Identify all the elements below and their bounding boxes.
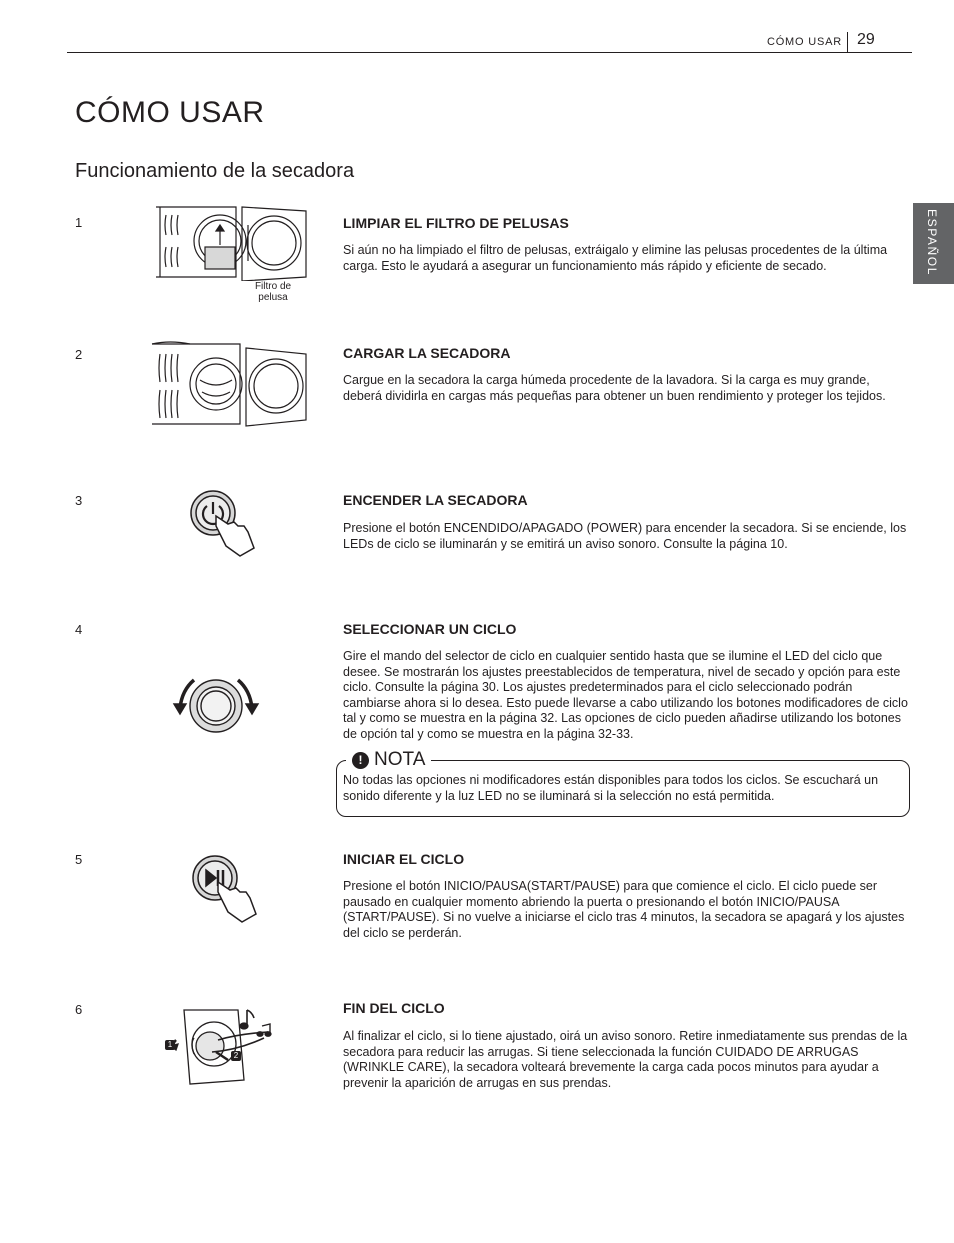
step-number: 1 xyxy=(75,215,83,230)
note-label xyxy=(346,749,431,771)
power-button-press-icon xyxy=(186,486,258,560)
header-separator xyxy=(847,32,848,52)
page-title: CÓMO USAR xyxy=(75,96,265,129)
page-number: 29 xyxy=(857,31,875,48)
dryer-lint-filter-icon xyxy=(150,205,310,281)
language-tab-label: ESPAÑOL xyxy=(925,209,939,276)
step-number: 5 xyxy=(75,852,83,867)
step-title: ENCENDER LA SECADORA xyxy=(343,492,528,508)
running-header-section: CÓMO USAR xyxy=(766,36,842,48)
cycle-selector-knob-icon xyxy=(172,668,264,742)
step-title: SELECCIONAR UN CICLO xyxy=(343,621,517,637)
note-label-text: NOTA xyxy=(374,749,426,770)
step-title: LIMPIAR EL FILTRO DE PELUSAS xyxy=(343,215,569,231)
header-rule xyxy=(67,52,912,53)
step-body: Gire el mando del selector de ciclo en cualquier sentido hasta que se ilumine el LED del ciclo que desee. Se mostrarán los ajustes preestablecidos de temperatura, nivel de secado y opción para este ciclo. Consulte la página 30. Los ajustes predeterminados para el ciclo seleccionado podrán cambiarse ahora si lo desea. Esto puede llevarse a cabo utilizando los botones modificadores de ciclo tal y como se muestra en la página 32. Las opciones de ciclo pueden añadirse utilizando los botones de opción tal y como se muestra en la página 32-33. xyxy=(343,649,908,741)
step-number: 3 xyxy=(75,493,83,508)
step-title: CARGAR LA SECADORA xyxy=(343,345,511,361)
step-body: Presione el botón ENCENDIDO/APAGADO (POWER) para encender la secadora. Si se enciende, los LEDs de ciclo se iluminarán y se emitirá un aviso sonoro. Consulte la página 10. xyxy=(343,521,907,551)
step-body: Si aún no ha limpiado el filtro de pelusas, extráigalo y elimine las pelusas procedentes de la última carga. Esto le ayudará a asegurar un funcionamiento más rápido y eficiente de secado. xyxy=(343,243,888,273)
step-number: 6 xyxy=(75,1002,83,1017)
step-number: 4 xyxy=(75,622,83,637)
step-body: Cargue en la secadora la carga húmeda procedente de la lavadora. Si la carga es muy grande, deberá dividirla en cargas más pequeñas para obtener un buen rendimiento y proteger los tejidos. xyxy=(343,373,886,403)
step-badge: 2 xyxy=(231,1051,241,1061)
step-body: Presione el botón INICIO/PAUSA(START/PAUSE) para que comience el ciclo. El ciclo puede ser pausado en cualquier momento abriendo la puerta o presionando el botón INICIO/PAUSA (START/PAUSE). Si no vuelve a iniciarse el ciclo tras 4 minutos, la secadora se apagará y los ajustes del ciclo se perderán. xyxy=(343,879,905,940)
dryer-open-door-icon xyxy=(150,340,310,428)
note-text: No todas las opciones ni modificadores están disponibles para todos los ciclos. Se escuchará un sonido diferente y la luz LED no se iluminará si la selección no está permitida. xyxy=(343,773,879,803)
section-title: Funcionamiento de la secadora xyxy=(75,160,355,182)
illustration-caption: Filtro de pelusa xyxy=(254,281,292,303)
step-title: INICIAR EL CICLO xyxy=(343,851,465,867)
step-body: Al finalizar el ciclo, si lo tiene ajustado, oirá un aviso sonoro. Retire inmediatamente sus prendas de la secadora para reducir las arrugas. Si tiene seleccionada la función CUIDADO DE ARRUGAS (WRINKLE CARE), la secadora volteará brevemente la carga cada pocos minutos para ayudar a prevenir la aparición de arrugas en sus prendas. xyxy=(343,1029,908,1090)
step-title: FIN DEL CICLO xyxy=(343,1000,445,1016)
language-tab xyxy=(913,203,954,284)
warning-icon: ! xyxy=(352,752,369,769)
step-number: 2 xyxy=(75,347,83,362)
start-pause-button-press-icon xyxy=(186,848,260,926)
dryer-unload-icon xyxy=(164,1004,280,1088)
step-badge: 1 xyxy=(165,1040,175,1050)
